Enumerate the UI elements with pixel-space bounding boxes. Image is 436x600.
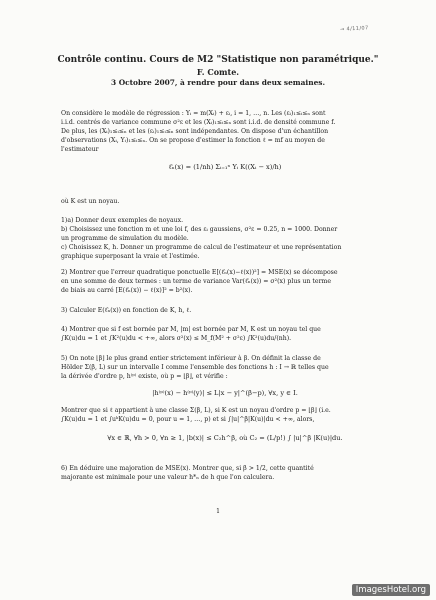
- question-3: [61, 306, 381, 315]
- q5-line: Hölder Σ(β, L) sur un intervalle I comme l'ensemble des fonctions h : I → ℝ telles que: [61, 364, 329, 372]
- q5b-line: Montrer que si ℓ appartient à une classe Σ(β, L), si K est un noyau d'ordre p = ⌊β⌋ (i.e.: [61, 407, 331, 414]
- kernel-note: [61, 197, 381, 206]
- question-6: [61, 464, 381, 482]
- q2-line: de biais au carré [E(ℓ̂ₙ(x)) − ℓ(x)]² = b²(x).: [61, 287, 193, 295]
- q3-line: 3) Calculer E(ℓ̂ₙ(x)) en fonction de K, h, ℓ.: [61, 307, 192, 314]
- q5-line: 5) On note ⌊β⌋ le plus grand entier strictement inférieur à β. On définit la classe de: [61, 355, 321, 362]
- question-4: [61, 325, 381, 343]
- q2-line: en une somme de deux termes : un terme de variance Var(ℓ̂ₙ(x)) = σ²(x) plus un terme: [61, 278, 332, 286]
- intro-line: l'estimateur: [61, 146, 99, 154]
- due-date-line: 3 Octobre 2007, à rendre pour dans deux semaines.: [110, 78, 326, 87]
- question-5-continued: [61, 406, 381, 424]
- kernel-note-line: où K est un noyau.: [61, 198, 120, 205]
- intro-paragraph: [61, 109, 381, 154]
- question-2: [61, 268, 381, 295]
- q1-line: 1)a) Donner deux exemples de noyaux.: [61, 217, 184, 224]
- intro-line: On considère le modèle de régression : Yᵢ = m(Xᵢ) + εᵢ, i = 1, …, n. Les (εᵢ)₁≤ᵢ≤ₙ sont: [61, 110, 326, 117]
- q6-line: majorante est minimale pour une valeur h*ₙ de h que l'on calculera.: [61, 474, 275, 482]
- watermark: ImagesHotel.org: [352, 584, 430, 596]
- q1-line: c) Choisissez K, h. Donner un programme de calcul de l'estimateur et une représentation: [61, 244, 342, 252]
- q1-line: un programme de simulation du modèle.: [61, 235, 189, 243]
- question-5: [61, 354, 381, 381]
- intro-line: De plus, les (Xᵢ)₁≤ᵢ≤ₙ et les (εᵢ)₁≤ᵢ≤ₙ sont indépendantes. On dispose d'un échantillon: [61, 128, 329, 136]
- page-number: 1: [216, 508, 220, 515]
- q5b-line: ∫K(u)du = 1 et ∫uᵏK(u)du = 0, pour u = 1, …, p) et si ∫|u|^β|K(u)|du < +∞, alors,: [61, 416, 315, 424]
- intro-line: i.i.d. centrés de variance commune σ²ε et les (Xᵢ)₁≤ᵢ≤ₙ sont i.i.d. de densité commune f.: [61, 119, 336, 127]
- q1-line: graphique superposant la vraie et l'estimée.: [61, 253, 200, 261]
- intro-line: d'observations (Xᵢ, Yᵢ)₁≤ᵢ≤ₙ. On se propose d'estimer la fonction ℓ = mf au moyen de: [61, 137, 325, 145]
- q4-line: ∫K(u)du = 1 et ∫K²(u)du < +∞, alors σ²(x) ≤ M_f(M² + σ²ε) ∫K²(u)du/(nh).: [61, 335, 292, 343]
- q2-line: 2) Montrer que l'erreur quadratique ponctuelle E[(ℓ̂ₙ(x)−ℓ(x))²] = MSE(x) se décompose: [61, 269, 338, 276]
- q5-line: la dérivée d'ordre p, h⁽ᵖ⁾ existe, où p = ⌊β⌋, et vérifie :: [61, 373, 228, 381]
- author: F. Comte.: [196, 67, 240, 77]
- q1-line: b) Choisissez une fonction m et une loi f, des εᵢ gaussiens, σ²ε = 0.25, n = 1000. Donner: [61, 226, 338, 234]
- bias-bound-formula: ∀x ∈ ℝ, ∀h > 0, ∀n ≥ 1, |b(x)| ≤ C₂h^β, où C₂ = (L/p!) ∫ |u|^β |K(u)|du.: [107, 434, 343, 442]
- holder-condition-formula: |h⁽ᵖ⁾(x) − h⁽ᵖ⁾(y)| ≤ L|x − y|^(β−p), ∀x, y ∈ I.: [152, 389, 298, 397]
- q4-line: 4) Montrer que si f est bornée par M, |m| est bornée par M, K est un noyau tel que: [61, 326, 321, 333]
- question-1: [61, 216, 381, 261]
- handwritten-date-stamp: → 4/11/07: [339, 25, 369, 33]
- estimator-formula: ℓ̂ₙ(x) = (1/nh) Σᵢ₌₁ⁿ Yᵢ K((Xᵢ − x)/h): [168, 163, 282, 171]
- q6-line: 6) En déduire une majoration de MSE(x). Montrer que, si β > 1/2, cette quantité: [61, 465, 314, 472]
- document-title: Contrôle continu. Cours de M2 "Statistique non paramétrique.": [57, 55, 379, 65]
